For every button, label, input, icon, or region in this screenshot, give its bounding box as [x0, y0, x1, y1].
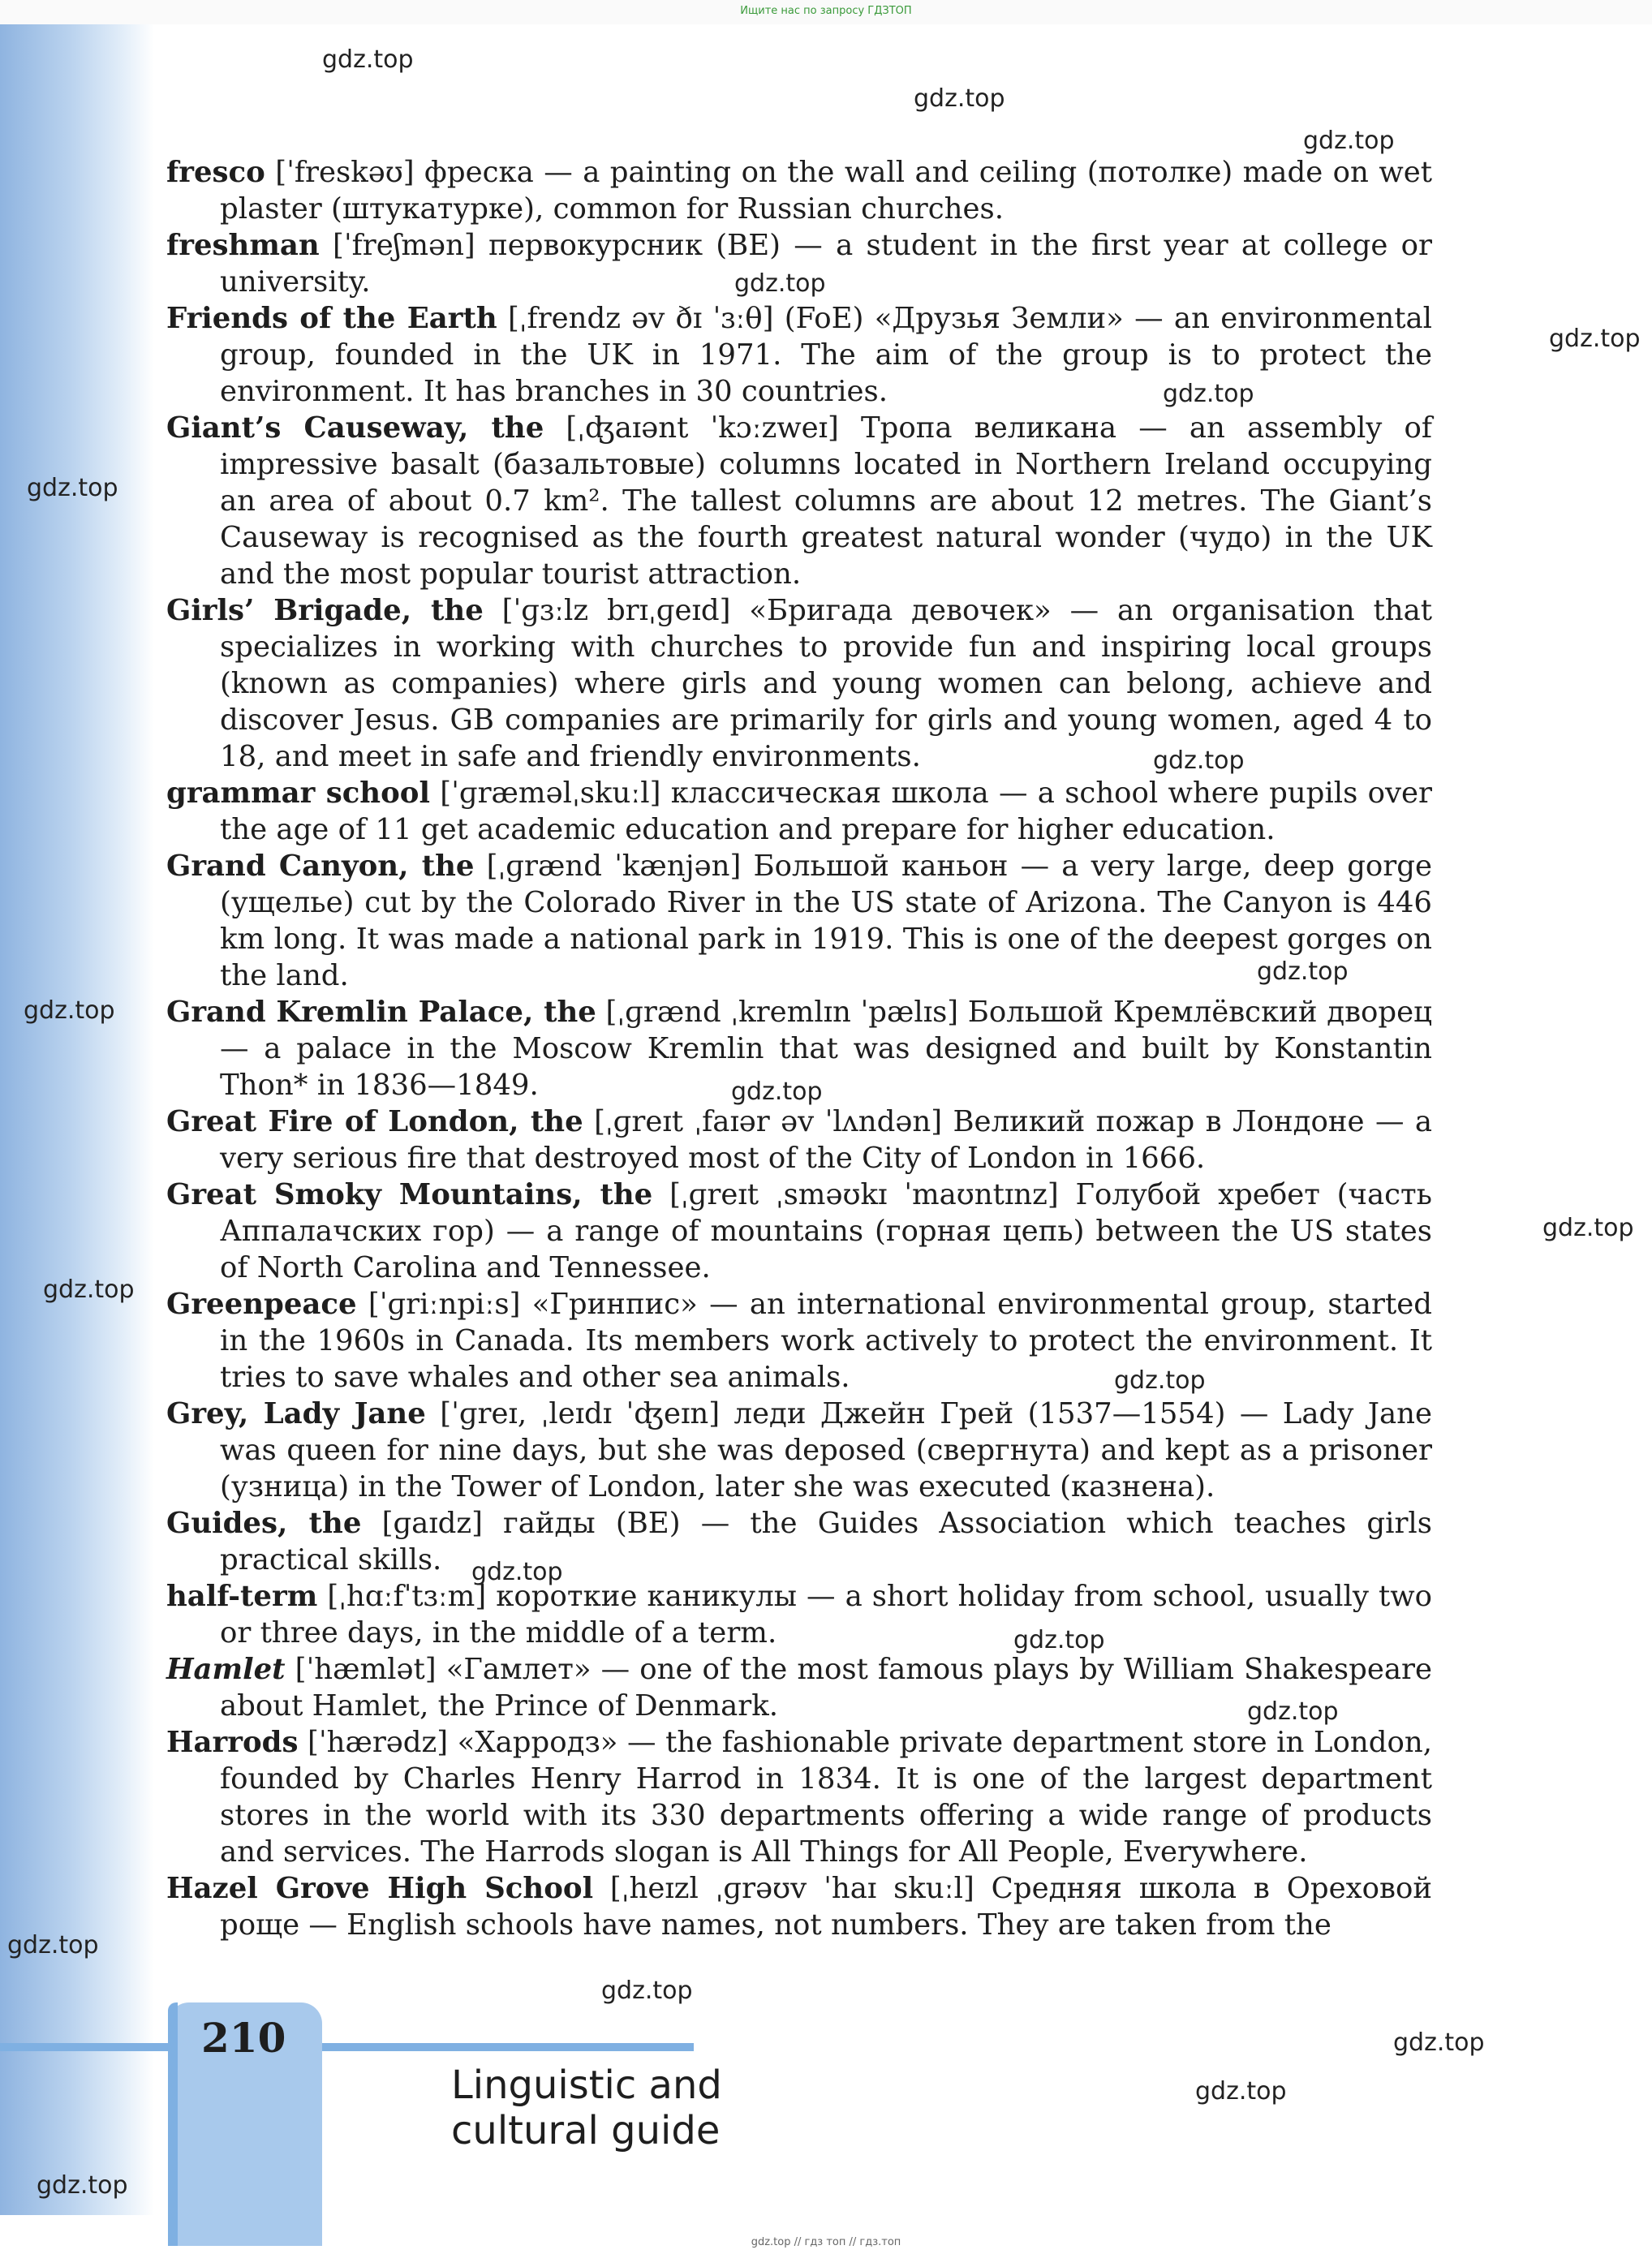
page-tab-edge — [168, 2002, 178, 2246]
entry-headword: Hazel Grove High School — [166, 1872, 594, 1905]
watermark: gdz.top — [471, 1558, 563, 1586]
entry-headword: fresco — [166, 156, 265, 189]
entry-text: [ˌɡreɪt ˌsməʊkɪ ˈmaʊntɪnz] Голубой хребет (часть Аппалачских гор) — a range of mountains (горная цепь) between the US states of North Carolina and Tennessee. — [220, 1178, 1432, 1284]
entry-headword: Guides, the — [166, 1507, 362, 1540]
watermark: gdz.top — [322, 45, 414, 74]
entry-text: [ˈɡriːnpiːs] «Гринпис» — an international environmental group, started in the 1960s in Canada. Its members work actively to protect the environment. It tries to save whales and other sea animals. — [220, 1288, 1432, 1394]
top-banner — [0, 0, 1652, 24]
glossary-entry — [166, 1505, 1432, 1578]
entry-text: [ɡaɪdz] гайды (BE) — the Guides Association which teaches girls practical skills. — [220, 1507, 1432, 1577]
watermark: gdz.top — [1257, 957, 1349, 986]
glossary-entry — [166, 1103, 1432, 1177]
watermark: gdz.top — [1163, 380, 1254, 408]
entry-headword: half-term — [166, 1580, 318, 1613]
watermark: gdz.top — [7, 1931, 99, 1959]
top-note: Ищите нас по запросу ГДЗТОП — [740, 5, 912, 17]
footer-rule — [0, 2043, 694, 2051]
entry-text: [ˌhɑːfˈtɜːm] короткие каникулы — a short holiday from school, usually two or three days, in the middle of a term. — [220, 1580, 1432, 1650]
entry-headword: Great Fire of London, the — [166, 1105, 583, 1138]
entry-text: [ˌʤaɪənt ˈkɔːzweɪ] Тропа великана — an assembly of impressive basalt (базальтовые) columns located in Northern Ireland occupying an area of about 0.7 km². The tallest columns are about 12 metres. The Giant’s Causeway is recognised as the fourth greatest natural wonder (чудо) in the UK and the most popular tourist attraction. — [220, 411, 1432, 591]
entry-text: [ˈɡræməlˌskuːl] классическая школа — a school where pupils over the age of 11 get academic education and prepare for higher education. — [220, 776, 1432, 846]
watermark: gdz.top — [914, 84, 1005, 113]
glossary-entry — [166, 1724, 1432, 1870]
entry-headword: Girls’ Brigade, the — [166, 594, 484, 627]
entry-text: [ˈfreskəʊ] фреска — a painting on the wall and ceiling (потолке) made on wet plaster (штукатурке), common for Russian churches. — [220, 156, 1432, 226]
watermark: gdz.top — [27, 474, 118, 502]
entry-headword: freshman — [166, 229, 320, 262]
watermark: gdz.top — [1393, 2028, 1485, 2057]
watermark: gdz.top — [37, 2171, 128, 2200]
section-title — [451, 2063, 722, 2153]
section-title-line: Linguistic and — [451, 2063, 722, 2108]
entry-text: [ˌheɪzl ˌɡrəʊv ˈhaɪ skuːl] Средняя школа в Ореховой роще — English schools have names, not numbers. They are taken from the — [220, 1872, 1432, 1942]
page-number: 210 — [201, 2014, 286, 2062]
watermark: gdz.top — [1542, 1214, 1634, 1242]
watermark: gdz.top — [1114, 1366, 1206, 1395]
entry-headword: Harrods — [166, 1726, 299, 1759]
entry-text: [ˌfrendz əv ðɪ ˈɜːθ] (FoE) «Друзья Земли» — an environmental group, founded in the UK in 1971. The aim of the group is to protect the environment. It has branches in 30 countries. — [220, 302, 1432, 408]
glossary-entry — [166, 1651, 1432, 1724]
watermark: gdz.top — [731, 1078, 823, 1106]
entry-text: [ˌɡrænd ˈkænjən] Большой каньон — a very large, deep gorge (ущелье) cut by the Colorado River in the US state of Arizona. The Canyon is 446 km long. It was made a national park in 1919. This is one of the deepest gorges on the land. — [220, 850, 1432, 992]
entry-headword: Friends of the Earth — [166, 302, 497, 335]
glossary-entry — [166, 848, 1432, 994]
watermark: gdz.top — [24, 996, 115, 1025]
entry-headword: Grand Kremlin Palace, the — [166, 996, 596, 1029]
glossary-entry — [166, 154, 1432, 227]
entry-text: [ˌɡrænd ˌkremlɪn ˈpælɪs] Большой Кремлёвский дворец — a palace in the Moscow Kremlin that was designed and built by Konstantin Thon* in 1836—1849. — [220, 996, 1432, 1102]
watermark: gdz.top — [1303, 127, 1395, 155]
glossary-entry — [166, 775, 1432, 848]
entry-headword: Great Smoky Mountains, the — [166, 1178, 653, 1211]
entry-text: [ˌɡreɪt ˌfaɪər əv ˈlʌndən] Великий пожар в Лондоне — a very serious fire that destroyed most of the City of London in 1666. — [220, 1105, 1432, 1175]
watermark: gdz.top — [1195, 2077, 1287, 2106]
glossary-entry — [166, 1870, 1432, 1943]
glossary-entry — [166, 1578, 1432, 1651]
entry-headword: Greenpeace — [166, 1288, 357, 1321]
watermark: gdz.top — [1247, 1697, 1339, 1726]
watermark: gdz.top — [43, 1275, 135, 1304]
glossary-entry — [166, 410, 1432, 592]
entry-text: [ˈɡreɪ, ˌleɪdɪ ˈʤeɪn] леди Джейн Грей (1537—1554) — Lady Jane was queen for nine days, but she was deposed (свергнута) and kept as a prisoner (узница) in the Tower of London, later she was executed (казнена). — [220, 1397, 1432, 1503]
glossary-entry — [166, 1177, 1432, 1286]
entry-text: [ˈfreʃmən] первокурсник (BE) — a student in the first year at college or university. — [220, 229, 1432, 299]
bottom-banner: gdz.top // гдз топ // гдз.топ — [751, 2236, 901, 2248]
entry-headword: Grey, Lady Jane — [166, 1397, 426, 1430]
watermark: gdz.top — [1549, 325, 1641, 353]
entry-text: [ˈɡɜːlz brɪˌɡeɪd] «Бригада девочек» — an organisation that specializes in working with churches to provide fun and inspiring local groups (known as companies) where girls and young women can belong, achieve and discover Jesus. GB companies are primarily for girls and young women, aged 4 to 18, and meet in safe and friendly environments. — [220, 594, 1433, 773]
watermark: gdz.top — [1153, 746, 1245, 775]
entry-headword: Hamlet — [166, 1653, 286, 1686]
watermark: gdz.top — [1013, 1626, 1105, 1654]
entry-headword: Giant’s Causeway, the — [166, 411, 544, 445]
watermark: gdz.top — [601, 1977, 693, 2005]
glossary-entries — [166, 154, 1432, 1943]
glossary-entry — [166, 1396, 1432, 1505]
entry-headword: Grand Canyon, the — [166, 850, 475, 883]
section-title-line: cultural guide — [451, 2108, 721, 2153]
entry-headword: grammar school — [166, 776, 430, 810]
entry-text: [ˈhæmlət] «Гамлет» — one of the most famous plays by William Shakespeare about Hamlet, the Prince of Denmark. — [220, 1653, 1432, 1723]
left-decor-band — [0, 24, 154, 2215]
glossary-entry — [166, 1286, 1432, 1396]
watermark: gdz.top — [734, 269, 826, 298]
entry-text: [ˈhærədz] «Харродз» — the fashionable private department store in London, founded by Charles Henry Harrod in 1834. It is one of the largest department stores in the world with its 330 departments offering a wide range of products and services. The Harrods slogan is All Things for All People, Everywhere. — [220, 1726, 1432, 1869]
